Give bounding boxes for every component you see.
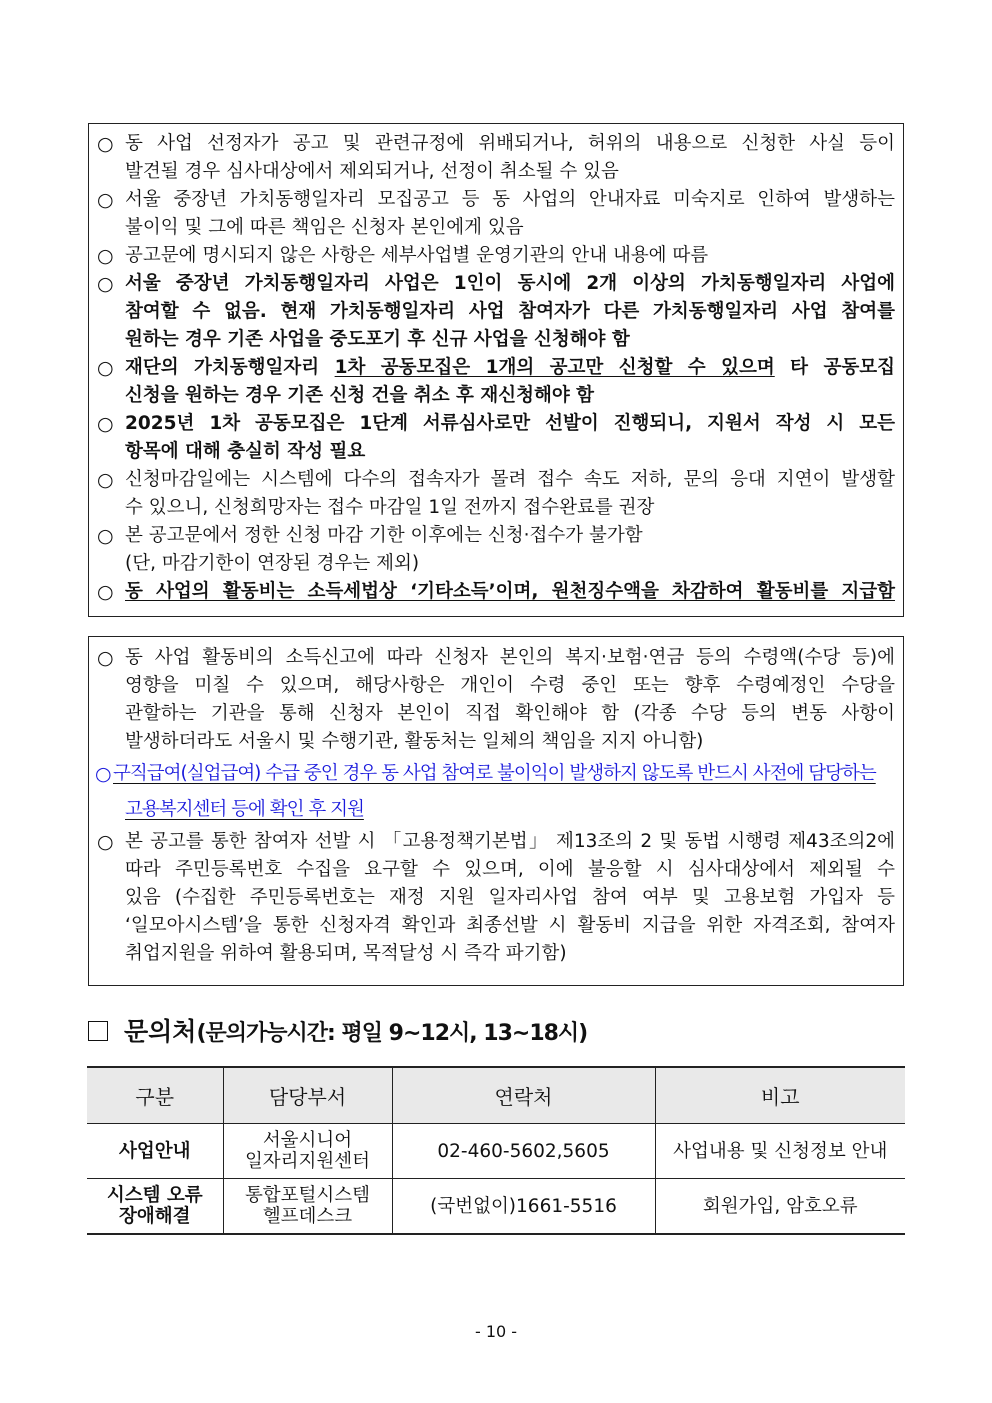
dept-cell: 통합포털시스템 헬프데스크 xyxy=(223,1179,392,1235)
header-cell: 구분 xyxy=(87,1067,223,1124)
notice-line: 참여할 수 없음. 현재 가치동행일자리 사업 참여자가 다른 가치동행일자리 사업 참여를 xyxy=(125,301,895,322)
notice-line: 발생하더라도 서울시 및 수행기관, 활동처는 일체의 책임을 지지 아니함) xyxy=(125,731,704,752)
header-cell: 비고 xyxy=(655,1067,905,1124)
header-cell: 연락처 xyxy=(392,1067,655,1124)
circle-bullet-icon: ○ xyxy=(97,189,114,211)
category-cell: 시스템 오류 장애해결 xyxy=(87,1179,223,1235)
section-heading: 문의처(문의가능시간: 평일 9~12시, 13~18시) xyxy=(88,1012,587,1048)
notice-line: 따라 주민등록번호 수집을 요구할 수 있으며, 이에 불응할 시 심사대상에서 제외될 수 xyxy=(125,859,895,880)
circle-bullet-icon: ○ xyxy=(97,357,114,379)
table-row xyxy=(87,1179,905,1235)
header-cell: 담당부서 xyxy=(223,1067,392,1124)
notice-line: 영향을 미칠 수 있으며, 해당사항은 개인이 수령 중인 또는 향후 수령예정인 수당을 xyxy=(125,675,895,696)
notice-line: (단, 마감기한이 연장된 경우는 제외) xyxy=(125,553,420,574)
notice-line: 있음 (수집한 주민등록번호는 재정 지원 일자리사업 참여 여부 및 고용보험 가입자 등 xyxy=(125,887,895,908)
notice-line: 불이익 및 그에 따른 책임은 신청자 본인에게 있음 xyxy=(125,217,524,238)
notice-box-2 xyxy=(88,636,904,986)
circle-bullet-icon: ○ xyxy=(95,763,112,785)
notice-line: ○ 본 공고문에서 정한 신청 마감 기한 이후에는 신청·접수가 불가함 xyxy=(89,522,903,550)
notice-line: ○ 2025년 1차 공동모집은 1단계 서류심사로만 선발이 진행되니, 지원서 작성 시 모든 xyxy=(89,410,903,438)
circle-bullet-icon: ○ xyxy=(97,581,114,603)
circle-bullet-icon: ○ xyxy=(97,245,114,267)
checkbox-square-icon xyxy=(88,1021,108,1041)
circle-bullet-icon: ○ xyxy=(97,525,114,547)
circle-bullet-icon: ○ xyxy=(97,413,114,435)
notice-box-1 xyxy=(88,123,904,617)
contact-cell: (국번없이)1661-5516 xyxy=(392,1179,655,1235)
dept-cell: 서울시니어 일자리지원센터 xyxy=(223,1124,392,1179)
notice-line: ○ 동 사업 선정자가 공고 및 관련규정에 위배되거나, 허위의 내용으로 신청한 사실 등이 xyxy=(89,130,903,158)
notice-line: 원하는 경우 기존 사업을 중도포기 후 신규 사업을 신청해야 함 xyxy=(125,329,630,350)
notice-line: 항목에 대해 충실히 작성 필요 xyxy=(125,441,366,462)
table-header-row xyxy=(87,1067,905,1124)
note-cell: 회원가입, 암호오류 xyxy=(655,1179,905,1235)
table-row xyxy=(87,1124,905,1179)
notice-line: 취업지원을 위하여 활용되며, 목적달성 시 즉각 파기함) xyxy=(125,943,567,964)
notice-line: ○ 신청마감일에는 시스템에 다수의 접속자가 몰려 접수 속도 저하, 문의 응대 지연이 발생할 xyxy=(89,466,903,494)
notice-line: ○ 공고문에 명시되지 않은 사항은 세부사업별 운영기관의 안내 내용에 따름 xyxy=(89,242,903,270)
notice-line: 수 있으니, 신청희망자는 접수 마감일 1일 전까지 접수완료를 권장 xyxy=(125,497,655,518)
circle-bullet-icon: ○ xyxy=(97,469,114,491)
notice-line: 발견될 경우 심사대상에서 제외되거나, 선정이 취소될 수 있음 xyxy=(125,161,619,182)
notice-line: ○ 재단의 가치동행일자리 1차 공동모집은 1개의 공고만 신청할 수 있으며 타 공동모집 xyxy=(89,354,903,382)
circle-bullet-icon: ○ xyxy=(97,647,114,669)
circle-bullet-icon: ○ xyxy=(97,273,114,295)
contact-table xyxy=(87,1066,905,1235)
category-cell: 사업안내 xyxy=(87,1124,223,1179)
notice-line: ○ 동 사업 활동비의 소득신고에 따라 신청자 본인의 복지·보험·연금 등의 수령액(수당 등)에 xyxy=(89,644,903,672)
notice-line: ‘일모아시스템’을 통한 신청자격 확인과 최종선발 시 활동비 지급을 위한 자격조회, 참여자 xyxy=(125,915,895,936)
notice-line: ○ 서울 중장년 가치동행일자리 모집공고 등 동 사업의 안내자료 미숙지로 인하여 발생하는 xyxy=(89,186,903,214)
note-cell: 사업내용 및 신청정보 안내 xyxy=(655,1124,905,1179)
notice-line: 신청을 원하는 경우 기존 신청 건을 취소 후 재신청해야 함 xyxy=(125,385,595,406)
notice-line: ○ 본 공고를 통한 참여자 선발 시 「고용정책기본법」 제13조의 2 및 동법 시행령 제43조의2에 xyxy=(89,828,903,856)
notice-line: ○ 동 사업의 활동비는 소득세법상 ‘기타소득’이며, 원천징수액을 차감하여 활동비를 지급함 xyxy=(89,578,903,606)
notice-line-highlight: ○ 구직급여(실업급여) 수급 중인 경우 동 사업 참여로 불이익이 발생하지 않도록 반드시 사전에 담당하는 xyxy=(89,756,903,792)
notice-line: ○ 서울 중장년 가치동행일자리 사업은 1인이 동시에 2개 이상의 가치동행일자리 사업에 xyxy=(89,270,903,298)
notice-line-highlight: 고용복지센터 등에 확인 후 지원 xyxy=(125,799,364,820)
circle-bullet-icon: ○ xyxy=(97,831,114,853)
contact-cell: 02-460-5602,5605 xyxy=(392,1124,655,1179)
notice-line: 관할하는 기관을 통해 신청자 본인이 직접 확인해야 함 (각종 수당 등의 변동 사항이 xyxy=(125,703,895,724)
page-number: - 10 - xyxy=(474,1322,518,1341)
circle-bullet-icon: ○ xyxy=(97,133,114,155)
